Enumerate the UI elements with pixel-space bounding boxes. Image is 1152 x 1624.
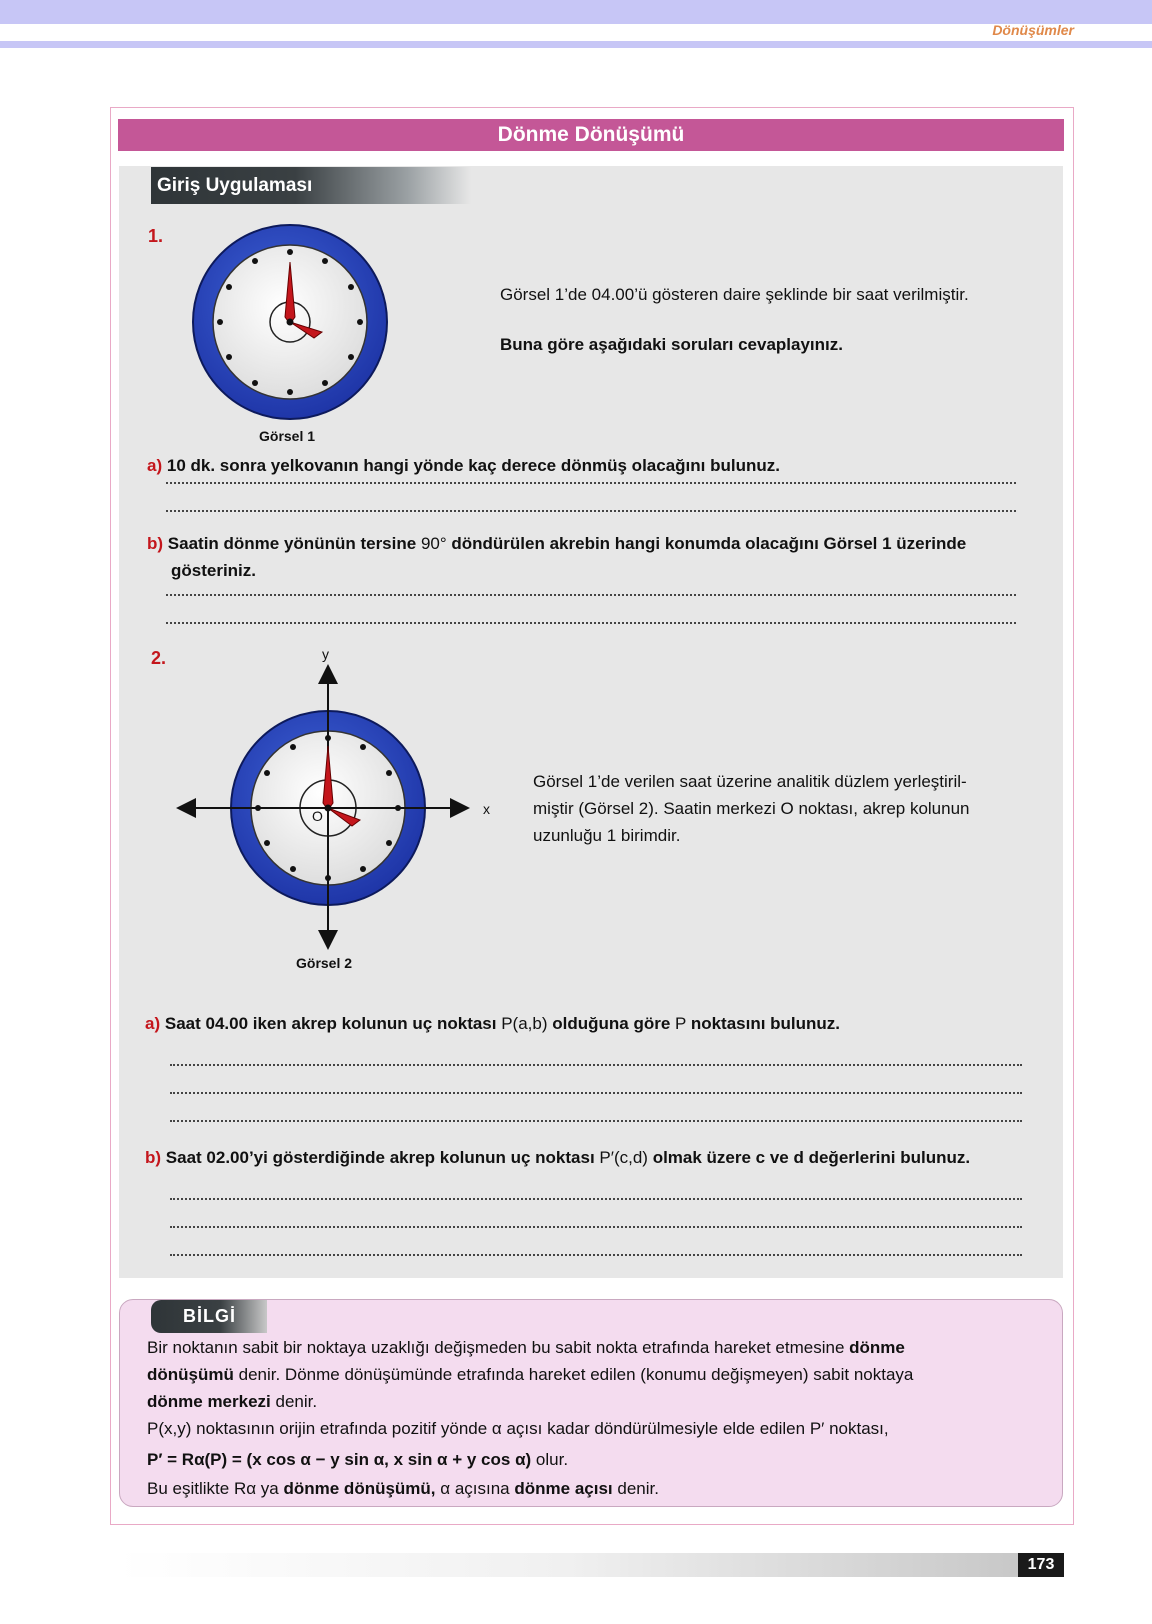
info-tab: BİLGİ bbox=[151, 1300, 267, 1333]
info-line-5 bbox=[147, 1446, 1027, 1473]
answer-line[interactable] bbox=[166, 622, 1016, 624]
info-math: P′ bbox=[809, 1419, 825, 1438]
q2a-label: a) bbox=[145, 1014, 161, 1033]
info-line-2 bbox=[147, 1361, 1027, 1388]
answer-line[interactable] bbox=[170, 1198, 1022, 1200]
origin-label: O bbox=[312, 808, 323, 824]
info-term: dönme dönüşümü, bbox=[283, 1479, 436, 1498]
q2b-math: P′(c,d) bbox=[599, 1148, 648, 1167]
q2-text-3: uzunluğu 1 birimdir. bbox=[533, 826, 681, 845]
section-heading: Giriş Uygulaması bbox=[151, 167, 471, 204]
rotation-formula: P′ = Rα(P) = (x cos α − y sin α, x sin α + y cos α) bbox=[147, 1450, 532, 1469]
answer-line[interactable] bbox=[170, 1092, 1022, 1094]
q1a-label: a) bbox=[147, 456, 163, 475]
q1a-text: 10 dk. sonra yelkovanın hangi yönde kaç derece dönmüş olacağını bulunuz. bbox=[166, 456, 780, 475]
q2-text-2: miştir (Görsel 2). Saatin merkezi O noktası, akrep kolunun bbox=[533, 799, 970, 818]
question-2-number: 2. bbox=[151, 648, 167, 668]
q2a-text-1: Saat 04.00 iken akrep kolunun uç noktası bbox=[164, 1014, 497, 1033]
info-line-4 bbox=[147, 1415, 1027, 1442]
q2a-text-3: noktasını bulunuz. bbox=[690, 1014, 841, 1033]
info-term: dönme açısı bbox=[514, 1479, 613, 1498]
info-term: dönüşümü bbox=[147, 1365, 234, 1384]
x-axis-label: x bbox=[483, 801, 490, 817]
answer-line[interactable] bbox=[170, 1254, 1022, 1256]
info-text: olur. bbox=[535, 1450, 569, 1469]
info-line-1 bbox=[147, 1334, 1027, 1361]
answer-line[interactable] bbox=[166, 594, 1016, 596]
q1b-label: b) bbox=[147, 534, 164, 553]
question-1-number: 1. bbox=[148, 226, 164, 246]
header-line bbox=[0, 41, 1152, 48]
page-title: Dönme Dönüşümü bbox=[118, 119, 1064, 151]
answer-line[interactable] bbox=[170, 1120, 1022, 1122]
page-number: 173 bbox=[1018, 1553, 1064, 1577]
info-line-6 bbox=[147, 1475, 1027, 1502]
q2b-label: b) bbox=[145, 1148, 162, 1167]
q1b-text-2: döndürülen akrebin hangi konumda olacağını Görsel 1 üzerinde bbox=[451, 534, 967, 553]
info-line-3 bbox=[147, 1388, 1027, 1415]
answer-line[interactable] bbox=[170, 1226, 1022, 1228]
figure-1-caption: Görsel 1 bbox=[259, 428, 316, 444]
clock-figure-2 bbox=[170, 650, 500, 950]
clock-figure-1 bbox=[190, 222, 390, 422]
q1b-line bbox=[147, 530, 966, 557]
q2a-math-2: P bbox=[675, 1014, 687, 1033]
answer-line[interactable] bbox=[166, 482, 1016, 484]
info-text: noktasının orijin etrafında pozitif yönde α açısı kadar döndürülmesiyle elde edilen bbox=[196, 1419, 806, 1438]
q2b-text-1: Saat 02.00’yi gösterdiğinde akrep kolunun uç noktası bbox=[165, 1148, 595, 1167]
info-text: ya bbox=[260, 1479, 279, 1498]
info-math: Rα bbox=[233, 1479, 257, 1498]
info-text: denir. bbox=[617, 1479, 659, 1498]
q2b-text-2: olmak üzere c ve d değerlerini bulunuz. bbox=[652, 1148, 971, 1167]
q1-instruction: Buna göre aşağıdaki soruları cevaplayınız. bbox=[500, 335, 843, 354]
y-axis-label: y bbox=[322, 646, 329, 662]
q1b-text-1: Saatin dönme yönünün tersine bbox=[167, 534, 417, 553]
chapter-title: Dönüşümler bbox=[992, 22, 1074, 38]
q1b-angle: 90° bbox=[420, 534, 447, 553]
answer-line[interactable] bbox=[166, 510, 1016, 512]
info-text: noktası, bbox=[829, 1419, 889, 1438]
q2-text-1: Görsel 1’de verilen saat üzerine analitik düzlem yerleştiril- bbox=[533, 772, 967, 791]
q1b-text-3: gösteriniz. bbox=[171, 561, 257, 580]
info-term: dönme merkezi bbox=[147, 1392, 271, 1411]
q2a-text-2: olduğuna göre bbox=[552, 1014, 671, 1033]
header-band bbox=[0, 0, 1152, 24]
q2a-line bbox=[145, 1010, 840, 1037]
footer-band bbox=[118, 1553, 1018, 1577]
info-math: P(x,y) bbox=[147, 1419, 192, 1438]
info-term: dönme bbox=[849, 1338, 905, 1357]
q2b-line bbox=[145, 1144, 970, 1171]
info-text: Bu eşitlikte bbox=[147, 1479, 230, 1498]
info-math: α bbox=[440, 1479, 451, 1498]
figure-2-caption: Görsel 2 bbox=[296, 955, 353, 971]
q1-intro-text: Görsel 1’de 04.00’ü gösteren daire şeklinde bir saat verilmiştir. bbox=[500, 285, 969, 304]
info-text: denir. bbox=[275, 1392, 318, 1411]
q2a-math: P(a,b) bbox=[501, 1014, 548, 1033]
answer-line[interactable] bbox=[170, 1064, 1022, 1066]
q1a-line bbox=[147, 452, 780, 479]
info-text: denir. Dönme dönüşümünde etrafında hareket edilen (konumu değişmeyen) sabit noktaya bbox=[238, 1365, 914, 1384]
info-text: açısına bbox=[454, 1479, 510, 1498]
info-text: Bir noktanın sabit bir noktaya uzaklığı değişmeden bu sabit nokta etrafında hareket etmesine bbox=[147, 1338, 845, 1357]
